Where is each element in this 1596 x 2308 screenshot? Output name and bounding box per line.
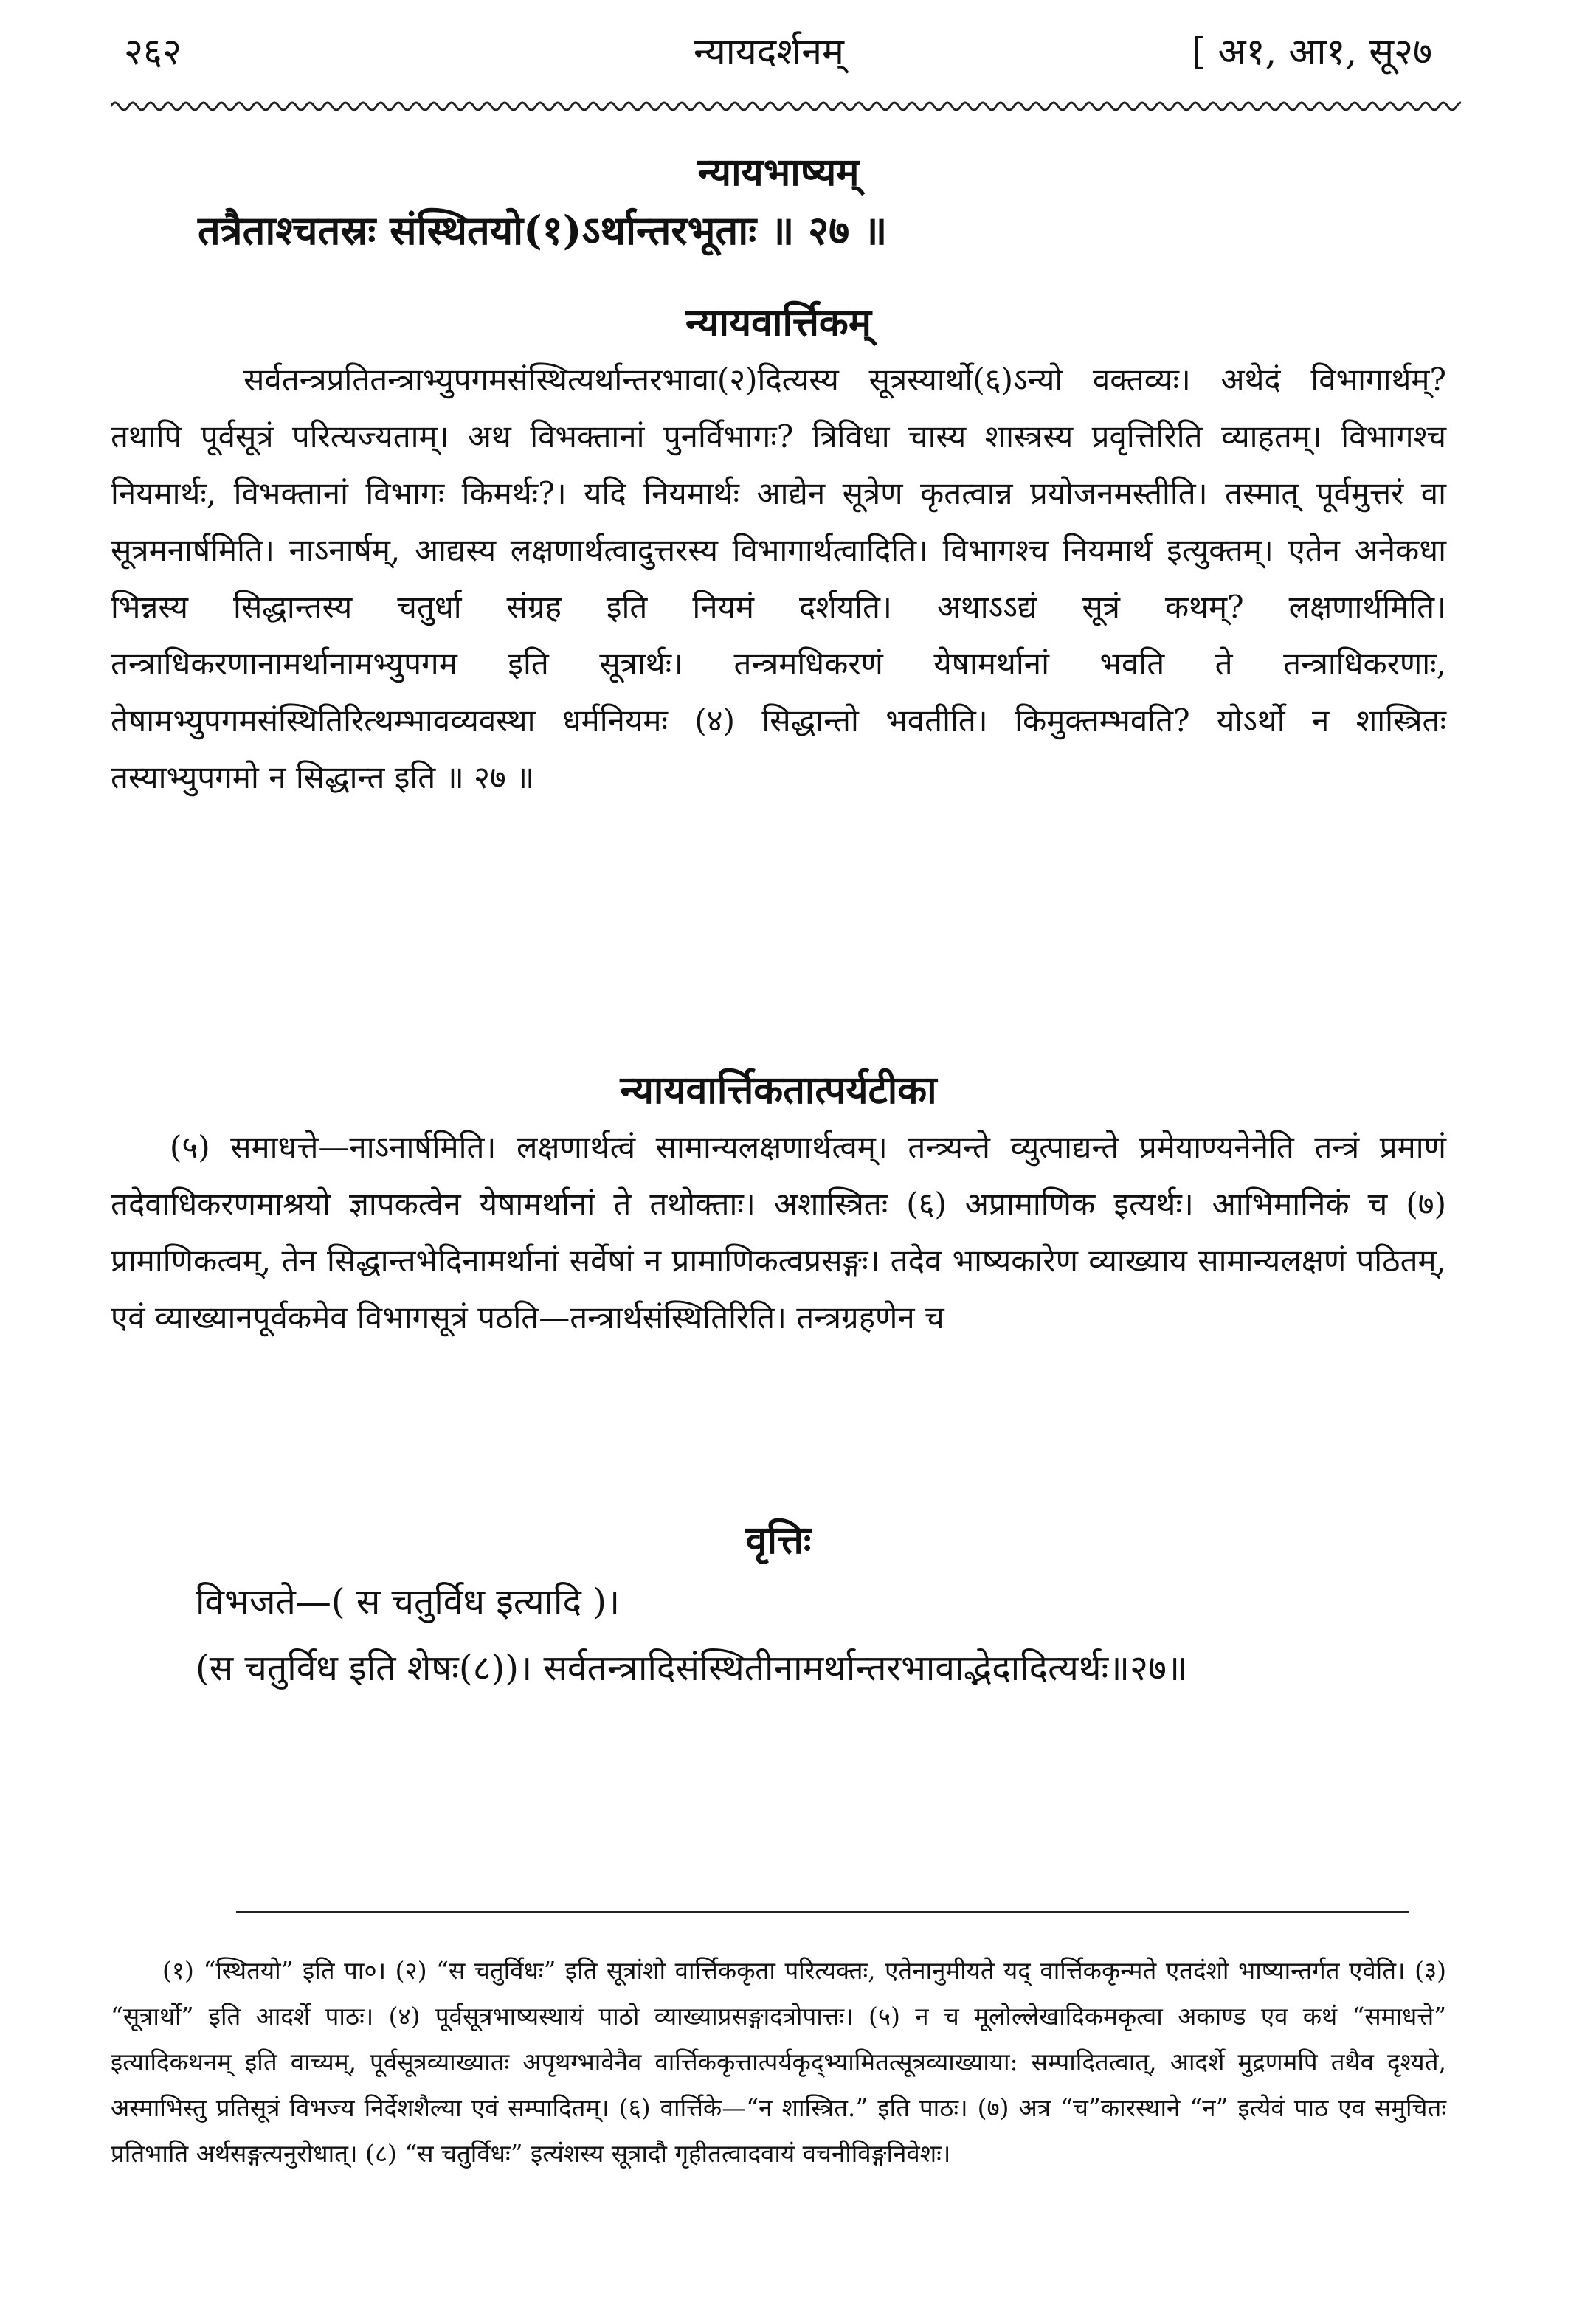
vrtti-heading: वृत्तिः [745,1518,812,1563]
tatparya-heading: न्यायवार्त्तिकतात्पर्यटीका [620,1068,937,1113]
running-title: न्यायदर्शनम् [694,30,844,73]
vartika-text: सर्वतन्त्रप्रतितन्त्राभ्युपगमसंस्थित्यर्थान्तरभावा(२)दित्यस्य सूत्रस्यार्थो(६)ऽन्यो वक्तव्यः। अथेदं विभागार्थम्? तथापि पूर्वसूत्रं परित्यज्यताम्। अथ विभक्तानां पुनर्विभागः? त्रिविधा चास्य शास्त्रस्य प्रवृत्तिरिति व्याहतम्। विभागश्च नियमार्थः, विभक्तानां विभागः किमर्थः?। यदि नियमार्थः आद्येन सूत्रेण कृतत्वान्न प्रयोजनमस्तीति। तस्मात् पूर्वमुत्तरं वा सूत्रमनार्षमिति। नाऽनार्षम्, आद्यस्य लक्षणार्थत्वादुत्तरस्य विभागार्थत्वादिति। विभागश्च नियमार्थ इत्युक्तम्। एतेन अनेकधा भिन्नस्य सिद्धान्तस्य चतुर्धा संग्रह इति नियमं दर्शयति। अथाऽऽद्यं सूत्रं कथम्? लक्षणार्थमिति। तन्त्राधिकरणानामर्थानामभ्युपगम इति सूत्रार्थः। तन्त्रमधिकरणं येषामर्थानां भवति ते तन्त्राधिकरणाः, तेषामभ्युपगमसंस्थितिरित्थम्भावव्यवस्था धर्मनियमः (४) सिद्धान्तो भवतीति। किमुक्तम्भवति? योऽर्थो न शास्त्रितः तस्याभ्युपगमो न सिद्धान्त इति ॥ २७ ॥ [111,362,1446,795]
header-wavy-rule [111,96,1461,117]
footnote-rule [236,1911,1409,1913]
tatparya-text: (५) समाधत्ते—नाऽनार्षमिति। लक्षणार्थत्वं सामान्यलक्षणार्थत्वम्। तन्त्र्यन्ते व्युत्पाद्यन्ते प्रमेयाण्यनेनेति तन्त्रं प्रमाणं तदेवाधिकरणमाश्रयो ज्ञापकत्वेन येषामर्थानां ते तथोक्ताः। अशास्त्रितः (६) अप्रामाणिक इत्यर्थः। आभिमानिकं च (७) प्रामाणिकत्वम्, तेन सिद्धान्तभेदिनामर्थानां सर्वेषां न प्रामाणिकत्वप्रसङ्गः। तदेव भाष्यकारेण व्याख्याय सामान्यलक्षणं पठितम्, एवं व्याख्यानपूर्वकमेव विभागसूत्रं पठति—तन्त्रार्थसंस्थितिरिति। तन्त्रग्रहणेन च [111,1129,1446,1336]
footnotes-text: (१) “स्थितयो” इति पा०। (२) “स चतुर्विधः” इति सूत्रांशो वार्त्तिककृता परित्यक्तः, एतेनानुमीयते यद् वार्त्तिककृन्मते एतदंशो भाष्यान्तर्गत एवेति। (३) “सूत्रार्थो” इति आदर्शे पाठः। (४) पूर्वसूत्रभाष्यस्थायं पाठो व्याख्याप्रसङ्गादत्रोपात्तः। (५) न च मूलोल्लेखादिकमकृत्वा अकाण्ड एव कथं “समाधत्ते” इत्यादिकथनम् इति वाच्यम्, पूर्वसूत्रव्याख्यातः अपृथग्भावेनैव वार्त्तिककृत्तात्पर्यकृद्भ्यामितत्सूत्रव्याख्याया: सम्पादितत्वात्, आदर्शे मुद्रणमपि तथैव दृश्यते, अस्माभिस्तु प्रतिसूत्रं विभज्य निर्देशशैल्या एवं सम्पादितम्। (६) वार्त्तिके—“न शास्त्रित.” इति पाठः। (७) अत्र “च”कारस्थाने “न” इत्येवं पाठ एव समुचितः प्रतिभाति अर्थसङ्गत्यनुरोधात्। (८) “स चतुर्विधः” इत्यंशस्य सूत्रादौ गृहीतत्वादवायं वचनीविङ्गनिवेशः। [111,1956,1446,2168]
vrtti-line-2: (स चतुर्विध इति शेषः(८))। सर्वतन्त्रादिसंस्थितीनामर्थान्तरभावाद्भेदादित्यर्थः॥२७॥ [196,1648,1188,1689]
vrtti-section [111,1513,1446,1701]
tatparya-tika-section [111,1063,1446,1346]
vartika-heading: न्यायवार्त्तिकम् [685,300,871,345]
footnotes-section [111,1948,1446,2177]
nyaya-vartika-section [111,295,1446,806]
bhashya-heading: न्यायभाष्यम् [697,150,860,195]
vrtti-line-1: विभजते—( स चतुर्विध इत्यादि )। [196,1581,621,1623]
nyaya-bhashya-section [111,145,1446,260]
page-number: २६२ [124,30,182,73]
section-reference: [ अ१, आ१, सू२७ [1191,30,1432,73]
bhashya-text: तत्रैताश्चतस्रः संस्थितयो(१)ऽर्थान्तरभूताः ॥ २७ ॥ [198,207,888,254]
